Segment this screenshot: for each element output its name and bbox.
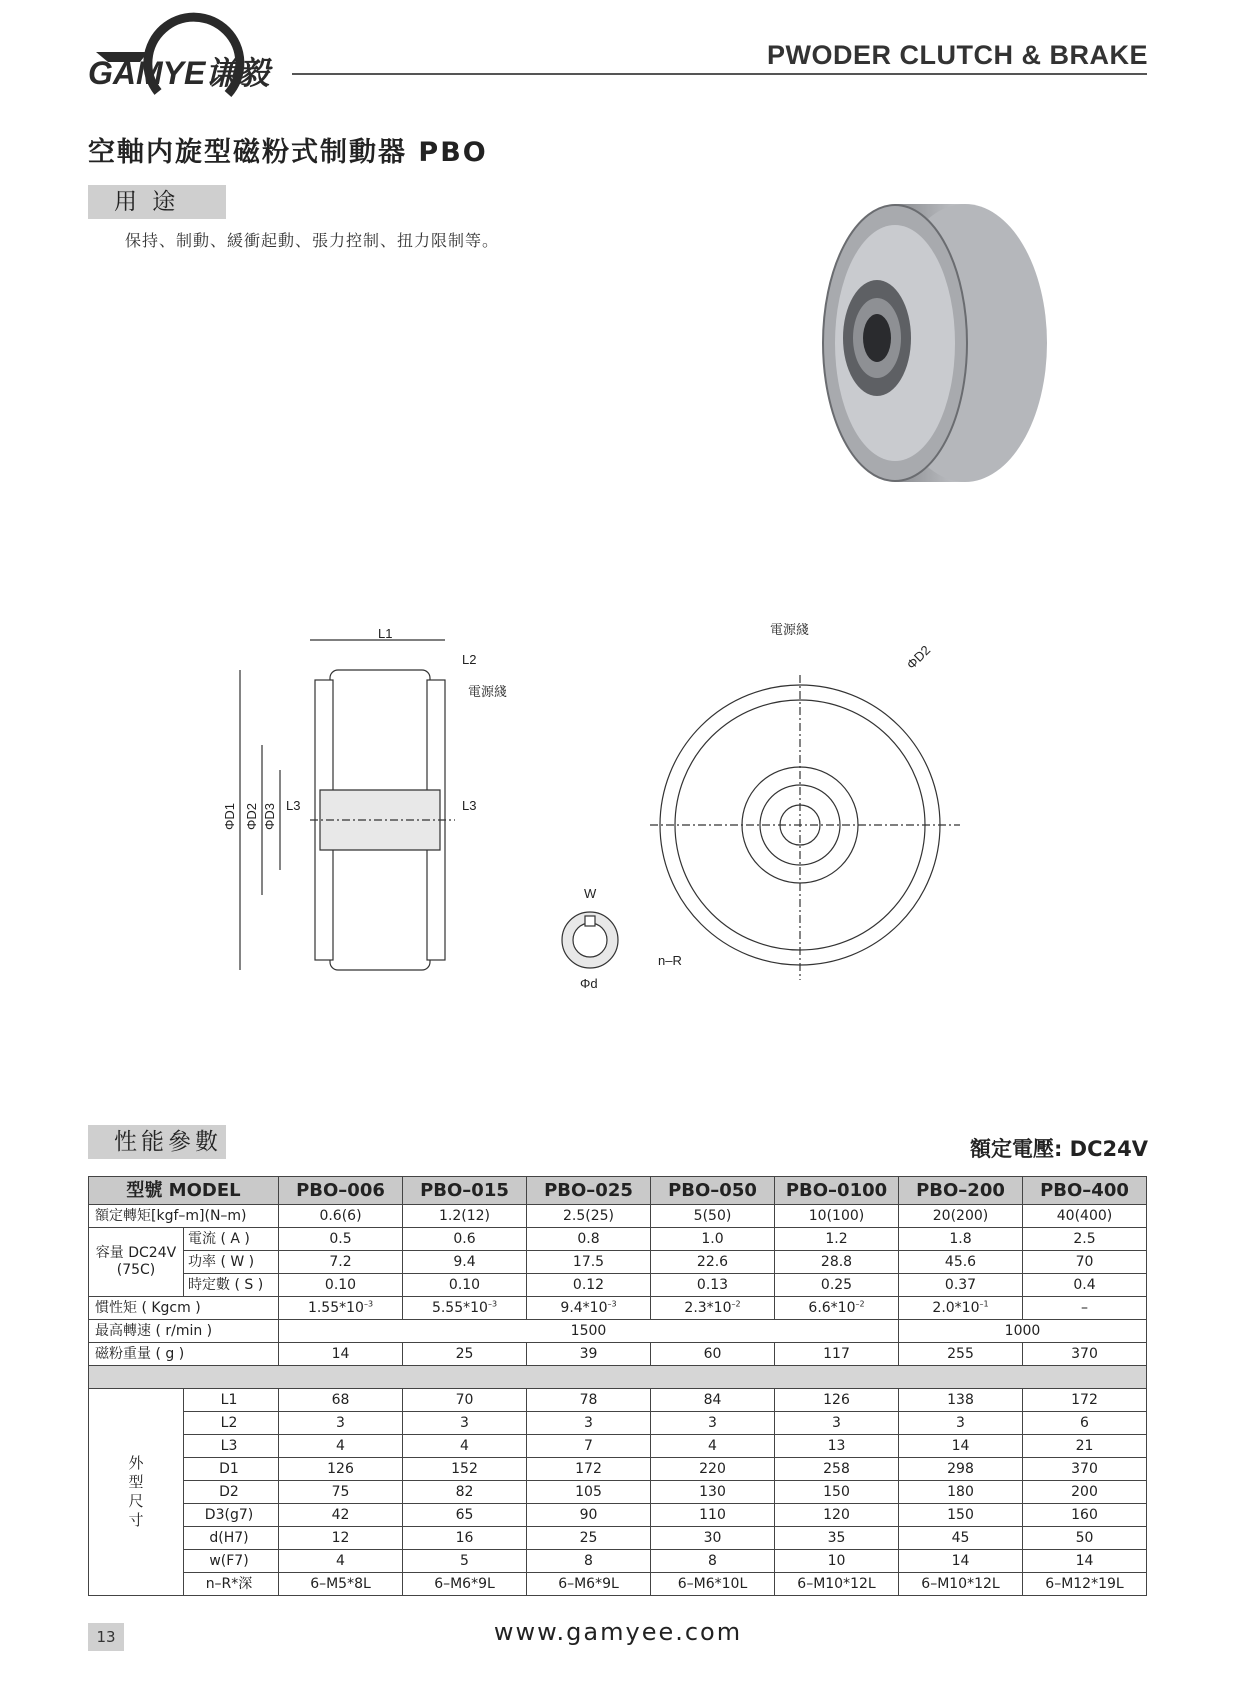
dimension-cell: 172 bbox=[527, 1458, 651, 1481]
logo-wordmark: GAMYE谦毅 bbox=[88, 55, 270, 91]
torque-cell: 5(50) bbox=[651, 1205, 775, 1228]
dimension-cell: 3 bbox=[899, 1412, 1023, 1435]
current-cell: 1.0 bbox=[651, 1228, 775, 1251]
dimensions-label-char: 寸 bbox=[128, 1511, 144, 1529]
current-label: 電流 ( A ) bbox=[184, 1228, 279, 1251]
dimension-cell: 220 bbox=[651, 1458, 775, 1481]
power-cell: 22.6 bbox=[651, 1251, 775, 1274]
usage-text: 保持、制動、緩衝起動、張力控制、扭力限制等。 bbox=[125, 231, 500, 250]
dimension-name: L3 bbox=[184, 1435, 279, 1458]
dimension-cell: 126 bbox=[279, 1458, 403, 1481]
model-cell: PBO–025 bbox=[527, 1177, 651, 1205]
label-d: Φd bbox=[580, 976, 598, 991]
label-D1: ΦD1 bbox=[222, 803, 237, 830]
dimension-cell: 6–M6*9L bbox=[527, 1573, 651, 1596]
dimension-cell: 180 bbox=[899, 1481, 1023, 1504]
dimension-cell: 6–M6*9L bbox=[403, 1573, 527, 1596]
dimension-name: w(F7) bbox=[184, 1550, 279, 1573]
powder-cell: 370 bbox=[1023, 1343, 1147, 1366]
dimension-row bbox=[89, 1527, 1147, 1550]
label-nR: n–R bbox=[658, 953, 682, 968]
dimension-row bbox=[89, 1550, 1147, 1573]
dimension-cell: 75 bbox=[279, 1481, 403, 1504]
dimension-cell: 152 bbox=[403, 1458, 527, 1481]
performance-heading: 性能參數 bbox=[88, 1125, 226, 1159]
inertia-cell: $9.4*10^{-3}$ bbox=[527, 1297, 651, 1320]
header-category-title: PWODER CLUTCH & BRAKE bbox=[767, 40, 1148, 70]
dimension-cell: 68 bbox=[279, 1389, 403, 1412]
dimension-cell: 172 bbox=[1023, 1389, 1147, 1412]
current-cell: 2.5 bbox=[1023, 1228, 1147, 1251]
dimension-cell: 138 bbox=[899, 1389, 1023, 1412]
power-cell: 70 bbox=[1023, 1251, 1147, 1274]
power-cell: 7.2 bbox=[279, 1251, 403, 1274]
model-cell: PBO–400 bbox=[1023, 1177, 1147, 1205]
power-cell: 17.5 bbox=[527, 1251, 651, 1274]
powder-row bbox=[89, 1343, 1147, 1366]
time-const-cell: 0.10 bbox=[403, 1274, 527, 1297]
powder-cell: 60 bbox=[651, 1343, 775, 1366]
dimension-row bbox=[89, 1389, 1147, 1412]
dimension-cell: 45 bbox=[899, 1527, 1023, 1550]
model-cell: PBO–015 bbox=[403, 1177, 527, 1205]
dimension-name: L2 bbox=[184, 1412, 279, 1435]
current-cell: 0.6 bbox=[403, 1228, 527, 1251]
capacity-label: 容量 DC24V (75C) bbox=[89, 1228, 184, 1297]
dimension-cell: 8 bbox=[527, 1550, 651, 1573]
dimensions-label-char: 尺 bbox=[128, 1492, 144, 1510]
dimension-cell: 258 bbox=[775, 1458, 899, 1481]
dimension-cell: 110 bbox=[651, 1504, 775, 1527]
dimension-cell: 130 bbox=[651, 1481, 775, 1504]
dimension-cell: 13 bbox=[775, 1435, 899, 1458]
page-number: 13 bbox=[88, 1623, 124, 1651]
model-cell: PBO–006 bbox=[279, 1177, 403, 1205]
label-power-wire: 電源綫 bbox=[468, 684, 508, 699]
max-speed-label: 最高轉速 ( r/min ) bbox=[89, 1320, 279, 1343]
dimension-cell: 3 bbox=[651, 1412, 775, 1435]
dimension-cell: 7 bbox=[527, 1435, 651, 1458]
dimension-cell: 4 bbox=[651, 1435, 775, 1458]
dimensions-label-char: 外 bbox=[128, 1454, 144, 1472]
inertia-cell: – bbox=[1023, 1297, 1147, 1320]
dimension-cell: 6 bbox=[1023, 1412, 1147, 1435]
dimension-cell: 3 bbox=[279, 1412, 403, 1435]
separator-cell bbox=[89, 1366, 1147, 1389]
dimension-row bbox=[89, 1435, 1147, 1458]
powder-label: 磁粉重量 ( g ) bbox=[89, 1343, 279, 1366]
dimensions-label-char: 型 bbox=[128, 1473, 144, 1491]
time-const-cell: 0.25 bbox=[775, 1274, 899, 1297]
current-row bbox=[89, 1228, 1147, 1251]
dimension-cell: 16 bbox=[403, 1527, 527, 1550]
torque-cell: 1.2(12) bbox=[403, 1205, 527, 1228]
dimension-cell: 3 bbox=[775, 1412, 899, 1435]
inertia-label: 慣性矩 ( Kgcm ) bbox=[89, 1297, 279, 1320]
dimension-row bbox=[89, 1412, 1147, 1435]
model-header-row bbox=[89, 1177, 1147, 1205]
inertia-cell: $5.55*10^{-3}$ bbox=[403, 1297, 527, 1320]
time-const-label: 時定數 ( S ) bbox=[184, 1274, 279, 1297]
usage-heading: 用 途 bbox=[88, 185, 226, 219]
dimension-name: D3(g7) bbox=[184, 1504, 279, 1527]
side-view-drawing bbox=[222, 626, 530, 1000]
current-cell: 1.8 bbox=[899, 1228, 1023, 1251]
dimension-cell: 6–M5*8L bbox=[279, 1573, 403, 1596]
torque-row bbox=[89, 1205, 1147, 1228]
inertia-cell: $1.55*10^{-3}$ bbox=[279, 1297, 403, 1320]
dimension-cell: 42 bbox=[279, 1504, 403, 1527]
dimension-cell: 3 bbox=[527, 1412, 651, 1435]
inertia-cell: $2.0*10^{-1}$ bbox=[899, 1297, 1023, 1320]
power-cell: 9.4 bbox=[403, 1251, 527, 1274]
dimension-cell: 8 bbox=[651, 1550, 775, 1573]
rated-voltage: 額定電壓: DC24V bbox=[969, 1137, 1148, 1161]
product-photo bbox=[815, 198, 1047, 488]
inertia-row bbox=[89, 1297, 1147, 1320]
dimension-cell: 14 bbox=[899, 1435, 1023, 1458]
power-cell: 28.8 bbox=[775, 1251, 899, 1274]
dimension-cell: 10 bbox=[775, 1550, 899, 1573]
website-url: www.gamyee.com bbox=[493, 1618, 743, 1646]
model-header: 型號 MODEL bbox=[89, 1177, 279, 1205]
torque-cell: 0.6(6) bbox=[279, 1205, 403, 1228]
front-view-drawing bbox=[650, 622, 970, 1010]
dimension-name: D1 bbox=[184, 1458, 279, 1481]
label-power-wire-front: 電源綫 bbox=[770, 622, 810, 637]
dimension-cell: 4 bbox=[403, 1435, 527, 1458]
shaft-key-drawing bbox=[550, 880, 630, 1000]
dimension-cell: 70 bbox=[403, 1389, 527, 1412]
current-cell: 0.5 bbox=[279, 1228, 403, 1251]
dimension-row bbox=[89, 1481, 1147, 1504]
power-cell: 45.6 bbox=[899, 1251, 1023, 1274]
dimension-name: d(H7) bbox=[184, 1527, 279, 1550]
dimensions-label bbox=[89, 1389, 184, 1596]
label-L1: L1 bbox=[378, 626, 393, 641]
dimension-cell: 6–M6*10L bbox=[651, 1573, 775, 1596]
model-cell: PBO–200 bbox=[899, 1177, 1023, 1205]
separator-row bbox=[89, 1366, 1147, 1389]
dimension-rows bbox=[89, 1389, 1147, 1596]
dimension-cell: 298 bbox=[899, 1458, 1023, 1481]
time-const-cell: 0.37 bbox=[899, 1274, 1023, 1297]
label-D3: ΦD3 bbox=[262, 803, 277, 830]
time-const-row bbox=[89, 1274, 1147, 1297]
max-speed-cell: 1000 bbox=[899, 1320, 1147, 1343]
powder-cell: 14 bbox=[279, 1343, 403, 1366]
dimension-cell: 120 bbox=[775, 1504, 899, 1527]
label-L3-right: L3 bbox=[462, 798, 477, 813]
torque-cell: 20(200) bbox=[899, 1205, 1023, 1228]
dimension-cell: 5 bbox=[403, 1550, 527, 1573]
dimension-cell: 30 bbox=[651, 1527, 775, 1550]
time-const-cell: 0.13 bbox=[651, 1274, 775, 1297]
dimension-cell: 6–M10*12L bbox=[775, 1573, 899, 1596]
inertia-cell: $2.3*10^{-2}$ bbox=[651, 1297, 775, 1320]
dimension-cell: 21 bbox=[1023, 1435, 1147, 1458]
dimension-cell: 84 bbox=[651, 1389, 775, 1412]
dimension-cell: 78 bbox=[527, 1389, 651, 1412]
spec-table bbox=[88, 1176, 1147, 1596]
max-speed-cell: 1500 bbox=[279, 1320, 899, 1343]
dimension-cell: 14 bbox=[1023, 1550, 1147, 1573]
dimension-cell: 160 bbox=[1023, 1504, 1147, 1527]
dimension-cell: 35 bbox=[775, 1527, 899, 1550]
header-rule bbox=[292, 73, 1147, 75]
torque-cell: 10(100) bbox=[775, 1205, 899, 1228]
powder-cell: 117 bbox=[775, 1343, 899, 1366]
dimension-cell: 200 bbox=[1023, 1481, 1147, 1504]
label-L3-left: L3 bbox=[286, 798, 301, 813]
dimension-cell: 126 bbox=[775, 1389, 899, 1412]
dimension-cell: 90 bbox=[527, 1504, 651, 1527]
dimension-cell: 4 bbox=[279, 1550, 403, 1573]
label-W: W bbox=[584, 886, 597, 901]
dimension-row bbox=[89, 1504, 1147, 1527]
power-row bbox=[89, 1251, 1147, 1274]
label-L2: L2 bbox=[462, 652, 477, 667]
dimension-cell: 12 bbox=[279, 1527, 403, 1550]
dimension-cell: 370 bbox=[1023, 1458, 1147, 1481]
dimension-cell: 6–M10*12L bbox=[899, 1573, 1023, 1596]
current-cell: 1.2 bbox=[775, 1228, 899, 1251]
max-speed-row bbox=[89, 1320, 1147, 1343]
torque-cell: 40(400) bbox=[1023, 1205, 1147, 1228]
dimension-cell: 105 bbox=[527, 1481, 651, 1504]
dimension-cell: 6–M12*19L bbox=[1023, 1573, 1147, 1596]
dimension-cell: 50 bbox=[1023, 1527, 1147, 1550]
dimension-name: L1 bbox=[184, 1389, 279, 1412]
current-cell: 0.8 bbox=[527, 1228, 651, 1251]
dimension-cell: 150 bbox=[899, 1504, 1023, 1527]
dimension-cell: 65 bbox=[403, 1504, 527, 1527]
torque-label: 額定轉矩[kgf–m](N–m) bbox=[89, 1205, 279, 1228]
dimension-cell: 25 bbox=[527, 1527, 651, 1550]
inertia-cell: $6.6*10^{-2}$ bbox=[775, 1297, 899, 1320]
label-D2: ΦD2 bbox=[244, 803, 259, 830]
page-title: 空軸内旋型磁粉式制動器 PBO bbox=[88, 137, 488, 168]
power-label: 功率 ( W ) bbox=[184, 1251, 279, 1274]
dimension-cell: 82 bbox=[403, 1481, 527, 1504]
dimension-cell: 3 bbox=[403, 1412, 527, 1435]
time-const-cell: 0.4 bbox=[1023, 1274, 1147, 1297]
dimension-row bbox=[89, 1458, 1147, 1481]
dimension-row bbox=[89, 1573, 1147, 1596]
company-logo bbox=[88, 22, 288, 118]
powder-cell: 255 bbox=[899, 1343, 1023, 1366]
powder-cell: 25 bbox=[403, 1343, 527, 1366]
dimension-cell: 4 bbox=[279, 1435, 403, 1458]
time-const-cell: 0.12 bbox=[527, 1274, 651, 1297]
torque-cell: 2.5(25) bbox=[527, 1205, 651, 1228]
powder-cell: 39 bbox=[527, 1343, 651, 1366]
dimension-cell: 150 bbox=[775, 1481, 899, 1504]
dimension-cell: 14 bbox=[899, 1550, 1023, 1573]
model-cell: PBO–050 bbox=[651, 1177, 775, 1205]
model-cell: PBO–0100 bbox=[775, 1177, 899, 1205]
label-D2-front: ΦD2 bbox=[903, 642, 934, 673]
dimension-name: n–R*深 bbox=[184, 1573, 279, 1596]
dimension-name: D2 bbox=[184, 1481, 279, 1504]
time-const-cell: 0.10 bbox=[279, 1274, 403, 1297]
